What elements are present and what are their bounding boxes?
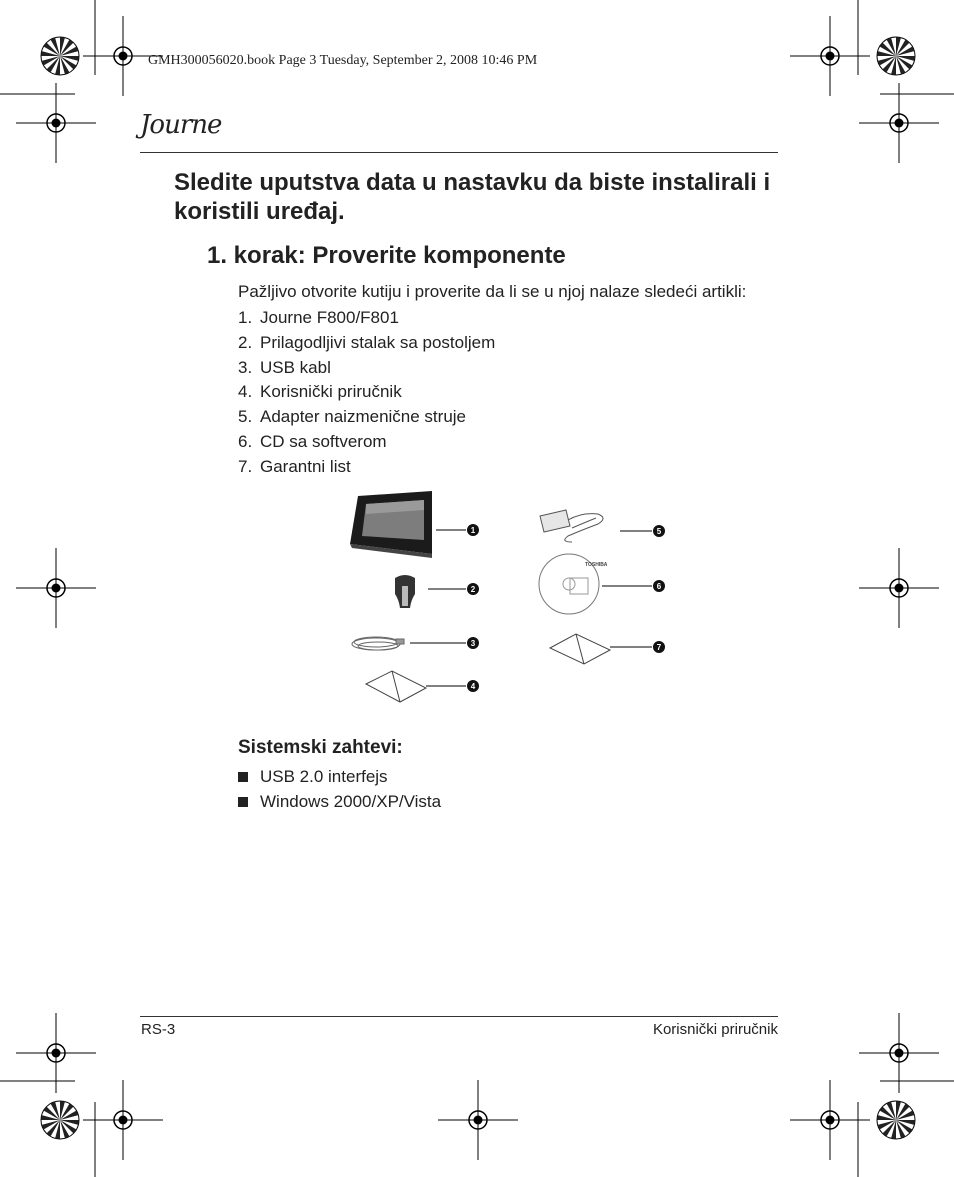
footer-rule (140, 1016, 778, 1017)
svg-text:6: 6 (656, 582, 662, 591)
list-item: Windows 2000/XP/Vista (238, 789, 441, 814)
ac-adapter-image (540, 510, 603, 542)
intro-text: Pažljivo otvorite kutiju i proverite da li se u njoj nalaze sledeći artikli: (238, 282, 747, 301)
list-item: 7. Garantni list (238, 456, 351, 476)
journe-logo: Journe (140, 110, 222, 140)
list-item: 3. USB kabl (238, 357, 331, 377)
list-item: 4. Korisnički priručnik (238, 382, 402, 402)
requirements-list (238, 764, 441, 814)
svg-text:3: 3 (470, 639, 476, 648)
warranty-card-image (550, 634, 610, 664)
list-item: 6. CD sa softverom (238, 431, 387, 451)
components-illustration (340, 488, 680, 713)
list-item: 5. Adapter naizmenične struje (238, 407, 467, 427)
svg-text:7: 7 (656, 643, 662, 652)
svg-text:4: 4 (470, 682, 476, 691)
page-number: RS-3 (141, 1021, 176, 1038)
page-title: Sledite uputstva data u nastavku da biste instalirali i koristili uređaj. (174, 169, 771, 225)
list-item: 1. Journe F800/F801 (238, 308, 399, 327)
stand-image (395, 575, 415, 608)
svg-text:1: 1 (470, 526, 476, 535)
bullet-square-icon (238, 772, 248, 782)
user-manual-image (366, 671, 426, 702)
svg-text:2: 2 (470, 585, 476, 594)
header-rule (140, 152, 778, 153)
step-title: 1. korak: Proverite komponente (207, 242, 566, 269)
svg-text:5: 5 (656, 527, 662, 536)
footer-title: Korisnički priručnik (652, 1021, 778, 1038)
photo-frame-image (350, 491, 432, 558)
bullet-square-icon (238, 797, 248, 807)
book-info-line: GMH300056020.book Page 3 Tuesday, September 2, 2008 10:46 PM (148, 53, 538, 68)
list-item: 2. Prilagodljivi stalak sa postoljem (238, 332, 496, 352)
components-list (238, 306, 495, 480)
list-item: USB 2.0 interfejs (238, 764, 441, 789)
usb-cable-image (352, 637, 404, 650)
cd-image (539, 554, 608, 614)
svg-text:TOSHIBA: TOSHIBA (585, 562, 608, 568)
requirements-title: Sistemski zahtevi: (238, 737, 403, 758)
